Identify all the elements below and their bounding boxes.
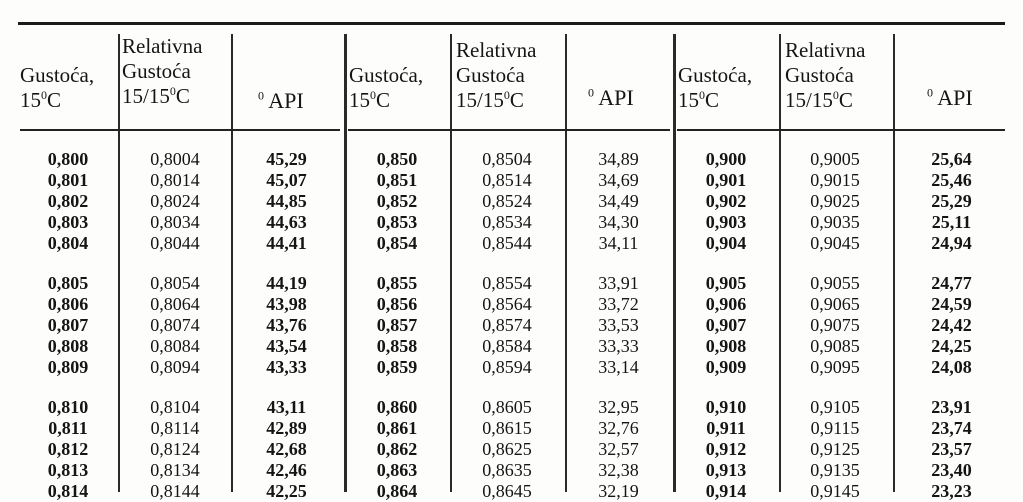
table-cell: 24,94 (931, 233, 972, 253)
table-cell: 43,33 (266, 357, 307, 377)
table-cell: 0,855 (376, 273, 418, 293)
table-cell: 0,851 (376, 170, 418, 190)
table-cell: 0,8004 (150, 149, 200, 169)
table-cell: 33,33 (598, 336, 639, 356)
density-header: Gustoća, $15^0C$ (20, 63, 95, 112)
table-cell: 0,906 (705, 294, 747, 314)
table-cell: 0,8054 (150, 273, 200, 293)
table-cell: 0,8514 (482, 170, 532, 190)
table-cell: 32,57 (598, 439, 639, 459)
api-header: $^0$ API (927, 85, 973, 110)
group-spacer (462, 254, 552, 273)
density-column (357, 149, 437, 502)
table-cell: 0,8584 (482, 336, 532, 356)
table-cell: 0,800 (47, 149, 89, 169)
table-cell: 0,809 (47, 357, 89, 377)
table-cell: 0,8594 (482, 357, 532, 377)
table-cell: 0,814 (47, 481, 89, 501)
table-cell: 25,46 (931, 170, 972, 190)
table-cell: 0,804 (47, 233, 89, 253)
table-cell: 0,905 (705, 273, 747, 293)
table-cell: 0,8074 (150, 315, 200, 335)
group-spacer (28, 378, 108, 397)
group-spacer (357, 378, 437, 397)
table-cell: 0,8084 (150, 336, 200, 356)
table-cell: 0,810 (47, 397, 89, 417)
table-cell: 0,902 (705, 191, 747, 211)
table-cell: 44,85 (266, 191, 307, 211)
table-cell: 0,859 (376, 357, 418, 377)
table-cell: 0,9125 (810, 439, 860, 459)
table-cell: 0,8645 (482, 481, 532, 501)
relative-density-column (130, 149, 220, 502)
table-cell: 24,42 (931, 315, 972, 335)
api-header: $^0$ API (258, 88, 304, 113)
table-cell: 0,8534 (482, 212, 532, 232)
table-cell: 0,8625 (482, 439, 532, 459)
group-spacer (576, 378, 661, 397)
table-cell: 0,907 (705, 315, 747, 335)
group-spacer (790, 378, 880, 397)
table-cell: 25,64 (931, 149, 972, 169)
table-cell: 0,854 (376, 233, 418, 253)
table-cell: 0,805 (47, 273, 89, 293)
density-header: Gustoća, $15^0C$ (349, 63, 424, 112)
column-divider (231, 34, 233, 492)
group-spacer (686, 378, 766, 397)
table-cell: 42,68 (266, 439, 307, 459)
table-cell: 0,9015 (810, 170, 860, 190)
table-cell: 24,59 (931, 294, 972, 314)
table-cell: 34,49 (598, 191, 639, 211)
table-cell: 43,98 (266, 294, 307, 314)
table-top-rule (18, 22, 1005, 25)
table-cell: 34,30 (598, 212, 639, 232)
column-divider (118, 34, 120, 492)
table-cell: 0,914 (705, 481, 747, 501)
density-header: Gustoća, $15^0C$ (678, 63, 753, 112)
table-cell: 0,8124 (150, 439, 200, 459)
table-cell: 0,901 (705, 170, 747, 190)
table-cell: 25,29 (931, 191, 972, 211)
group-spacer (686, 254, 766, 273)
density-column (28, 149, 108, 502)
table-cell: 0,909 (705, 357, 747, 377)
table-cell: 23,57 (931, 439, 972, 459)
table-cell: 0,8504 (482, 149, 532, 169)
table-cell: 33,53 (598, 315, 639, 335)
table-cell: 0,9075 (810, 315, 860, 335)
api-column (244, 149, 329, 502)
table-cell: 0,8064 (150, 294, 200, 314)
table-cell: 23,74 (931, 418, 972, 438)
table-cell: 0,9085 (810, 336, 860, 356)
table-cell: 0,912 (705, 439, 747, 459)
table-cell: 0,850 (376, 149, 418, 169)
table-cell: 0,9105 (810, 397, 860, 417)
table-cell: 0,9095 (810, 357, 860, 377)
table-cell: 0,8144 (150, 481, 200, 501)
table-cell: 0,8635 (482, 460, 532, 480)
relative-density-header: Relativna Gustoća $15/15^0C$ (785, 38, 866, 112)
table-cell: 0,8605 (482, 397, 532, 417)
table-cell: 0,803 (47, 212, 89, 232)
table-cell: 44,19 (266, 273, 307, 293)
group-spacer (909, 378, 994, 397)
table-cell: 32,95 (598, 397, 639, 417)
column-divider (565, 34, 567, 492)
table-cell: 0,856 (376, 294, 418, 314)
table-cell: 42,89 (266, 418, 307, 438)
table-cell: 0,802 (47, 191, 89, 211)
table-cell: 24,77 (931, 273, 972, 293)
table-cell: 44,41 (266, 233, 307, 253)
group-spacer (244, 254, 329, 273)
table-cell: 0,8574 (482, 315, 532, 335)
table-cell: 0,812 (47, 439, 89, 459)
table-cell: 0,852 (376, 191, 418, 211)
table-cell: 0,910 (705, 397, 747, 417)
table-cell: 34,11 (598, 233, 639, 253)
table-cell: 34,69 (598, 170, 639, 190)
table-cell: 25,11 (931, 212, 972, 232)
group-spacer (909, 254, 994, 273)
table-cell: 24,08 (931, 357, 972, 377)
table-cell: 0,811 (48, 418, 88, 438)
table-cell: 43,54 (266, 336, 307, 356)
relative-density-header: Relativna Gustoća $15/15^0C$ (122, 34, 203, 108)
table-cell: 0,806 (47, 294, 89, 314)
table-cell: 43,76 (266, 315, 307, 335)
table-cell: 0,8024 (150, 191, 200, 211)
table-cell: 0,861 (376, 418, 418, 438)
relative-density-column (462, 149, 552, 502)
table-cell: 0,9055 (810, 273, 860, 293)
table-cell: 0,8044 (150, 233, 200, 253)
table-cell: 0,863 (376, 460, 418, 480)
table-cell: 0,8114 (150, 418, 200, 438)
table-cell: 0,813 (47, 460, 89, 480)
table-cell: 0,807 (47, 315, 89, 335)
table-cell: 0,8524 (482, 191, 532, 211)
table-cell: 23,91 (931, 397, 972, 417)
column-divider (893, 34, 895, 492)
table-cell: 23,23 (931, 481, 972, 501)
table-cell: 0,911 (706, 418, 746, 438)
api-column (909, 149, 994, 502)
table-cell: 0,808 (47, 336, 89, 356)
table-cell: 0,8094 (150, 357, 200, 377)
table-cell: 0,900 (705, 149, 747, 169)
table-cell: 0,853 (376, 212, 418, 232)
table-cell: 0,8615 (482, 418, 532, 438)
table-cell: 0,9115 (810, 418, 860, 438)
table-cell: 0,858 (376, 336, 418, 356)
group-spacer (130, 378, 220, 397)
group-spacer (244, 378, 329, 397)
table-cell: 33,14 (598, 357, 639, 377)
table-cell: 0,8544 (482, 233, 532, 253)
table-cell: 45,29 (266, 149, 307, 169)
table-cell: 0,9145 (810, 481, 860, 501)
column-divider (779, 34, 781, 492)
table-cell: 32,38 (598, 460, 639, 480)
table-cell: 0,9035 (810, 212, 860, 232)
table-cell: 0,9045 (810, 233, 860, 253)
table-cell: 0,8134 (150, 460, 200, 480)
table-cell: 0,801 (47, 170, 89, 190)
group-spacer (576, 254, 661, 273)
table-cell: 0,8554 (482, 273, 532, 293)
header-underline (348, 129, 670, 131)
density-column (686, 149, 766, 502)
table-cell: 0,8034 (150, 212, 200, 232)
table-cell: 0,9005 (810, 149, 860, 169)
group-spacer (357, 254, 437, 273)
section-divider (344, 34, 347, 492)
table-cell: 0,9025 (810, 191, 860, 211)
table-cell: 0,913 (705, 460, 747, 480)
section-divider (673, 34, 676, 492)
table-cell: 0,857 (376, 315, 418, 335)
table-cell: 44,63 (266, 212, 307, 232)
table-cell: 24,25 (931, 336, 972, 356)
column-divider (450, 34, 452, 492)
table-cell: 0,904 (705, 233, 747, 253)
api-header: $^0$ API (588, 85, 634, 110)
group-spacer (462, 378, 552, 397)
table-cell: 34,89 (598, 149, 639, 169)
table-cell: 0,9135 (810, 460, 860, 480)
table-cell: 32,76 (598, 418, 639, 438)
table-cell: 33,72 (598, 294, 639, 314)
table-cell: 45,07 (266, 170, 307, 190)
table-cell: 42,25 (266, 481, 307, 501)
table-cell: 23,40 (931, 460, 972, 480)
table-cell: 0,8014 (150, 170, 200, 190)
table-cell: 0,864 (376, 481, 418, 501)
table-cell: 0,908 (705, 336, 747, 356)
group-spacer (28, 254, 108, 273)
table-cell: 43,11 (266, 397, 307, 417)
table-cell: 0,9065 (810, 294, 860, 314)
table-cell: 0,8564 (482, 294, 532, 314)
api-column (576, 149, 661, 502)
table-cell: 33,91 (598, 273, 639, 293)
table-cell: 0,903 (705, 212, 747, 232)
group-spacer (790, 254, 880, 273)
relative-density-column (790, 149, 880, 502)
table-cell: 0,8104 (150, 397, 200, 417)
table-cell: 0,860 (376, 397, 418, 417)
header-underline (20, 129, 340, 131)
relative-density-header: Relativna Gustoća $15/15^0C$ (456, 38, 537, 112)
header-underline (677, 129, 1005, 131)
table-cell: 32,19 (598, 481, 639, 501)
table-cell: 42,46 (266, 460, 307, 480)
group-spacer (130, 254, 220, 273)
table-cell: 0,862 (376, 439, 418, 459)
